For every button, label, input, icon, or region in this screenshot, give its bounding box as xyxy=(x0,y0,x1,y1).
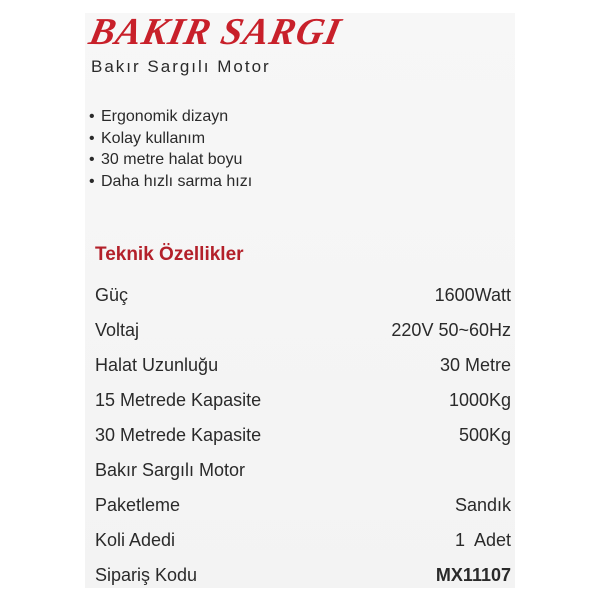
feature-list xyxy=(89,106,252,192)
bullet-icon: • xyxy=(89,129,95,147)
spec-row-box-count xyxy=(95,523,511,558)
spec-row-capacity-15m xyxy=(95,383,511,418)
spec-row-rope-length xyxy=(95,348,511,383)
spec-value: MX11107 xyxy=(435,565,511,585)
spec-row-order-code xyxy=(95,558,511,593)
brand-logo xyxy=(85,11,470,53)
feature-item: • Daha hızlı sarma hızı xyxy=(89,171,252,193)
spec-value: 1 Adet xyxy=(454,530,511,550)
spec-label: Voltaj xyxy=(95,320,140,340)
spec-label: 30 Metrede Kapasite xyxy=(95,425,262,445)
spec-value: 220V 50~60Hz xyxy=(391,320,511,340)
feature-item: • Ergonomik dizayn xyxy=(89,106,252,128)
spec-label: Koli Adedi xyxy=(95,530,176,550)
spec-label: Paketleme xyxy=(95,495,181,515)
feature-item: • 30 metre halat boyu xyxy=(89,149,252,171)
spec-label: Bakır Sargılı Motor xyxy=(95,460,246,480)
specs-table xyxy=(95,278,511,593)
spec-value: 1000Kg xyxy=(448,390,511,410)
feature-item: • Kolay kullanım xyxy=(89,128,252,150)
spec-value: Sandık xyxy=(454,495,511,515)
spec-value: 500Kg xyxy=(458,425,511,445)
spec-label: Sipariş Kodu xyxy=(95,565,198,585)
spec-value: 1600Watt xyxy=(434,285,511,305)
specs-title: Teknik Özellikler xyxy=(95,244,244,265)
bullet-icon: • xyxy=(89,151,95,168)
spec-row-motor xyxy=(95,453,511,488)
spec-label: 15 Metrede Kapasite xyxy=(95,390,262,410)
product-subtitle: Bakır Sargılı Motor xyxy=(91,57,271,76)
spec-row-power xyxy=(95,278,511,313)
spec-row-voltage xyxy=(95,313,511,348)
bullet-icon: • xyxy=(89,172,95,190)
spec-row-capacity-30m xyxy=(95,418,511,453)
brand-logo-text: BAKIR SARGI xyxy=(85,11,346,53)
spec-row-packaging xyxy=(95,488,511,523)
spec-label: Güç xyxy=(95,285,129,305)
spec-value: 30 Metre xyxy=(439,355,511,375)
bullet-icon: • xyxy=(89,108,95,125)
spec-label: Halat Uzunluğu xyxy=(95,355,219,375)
